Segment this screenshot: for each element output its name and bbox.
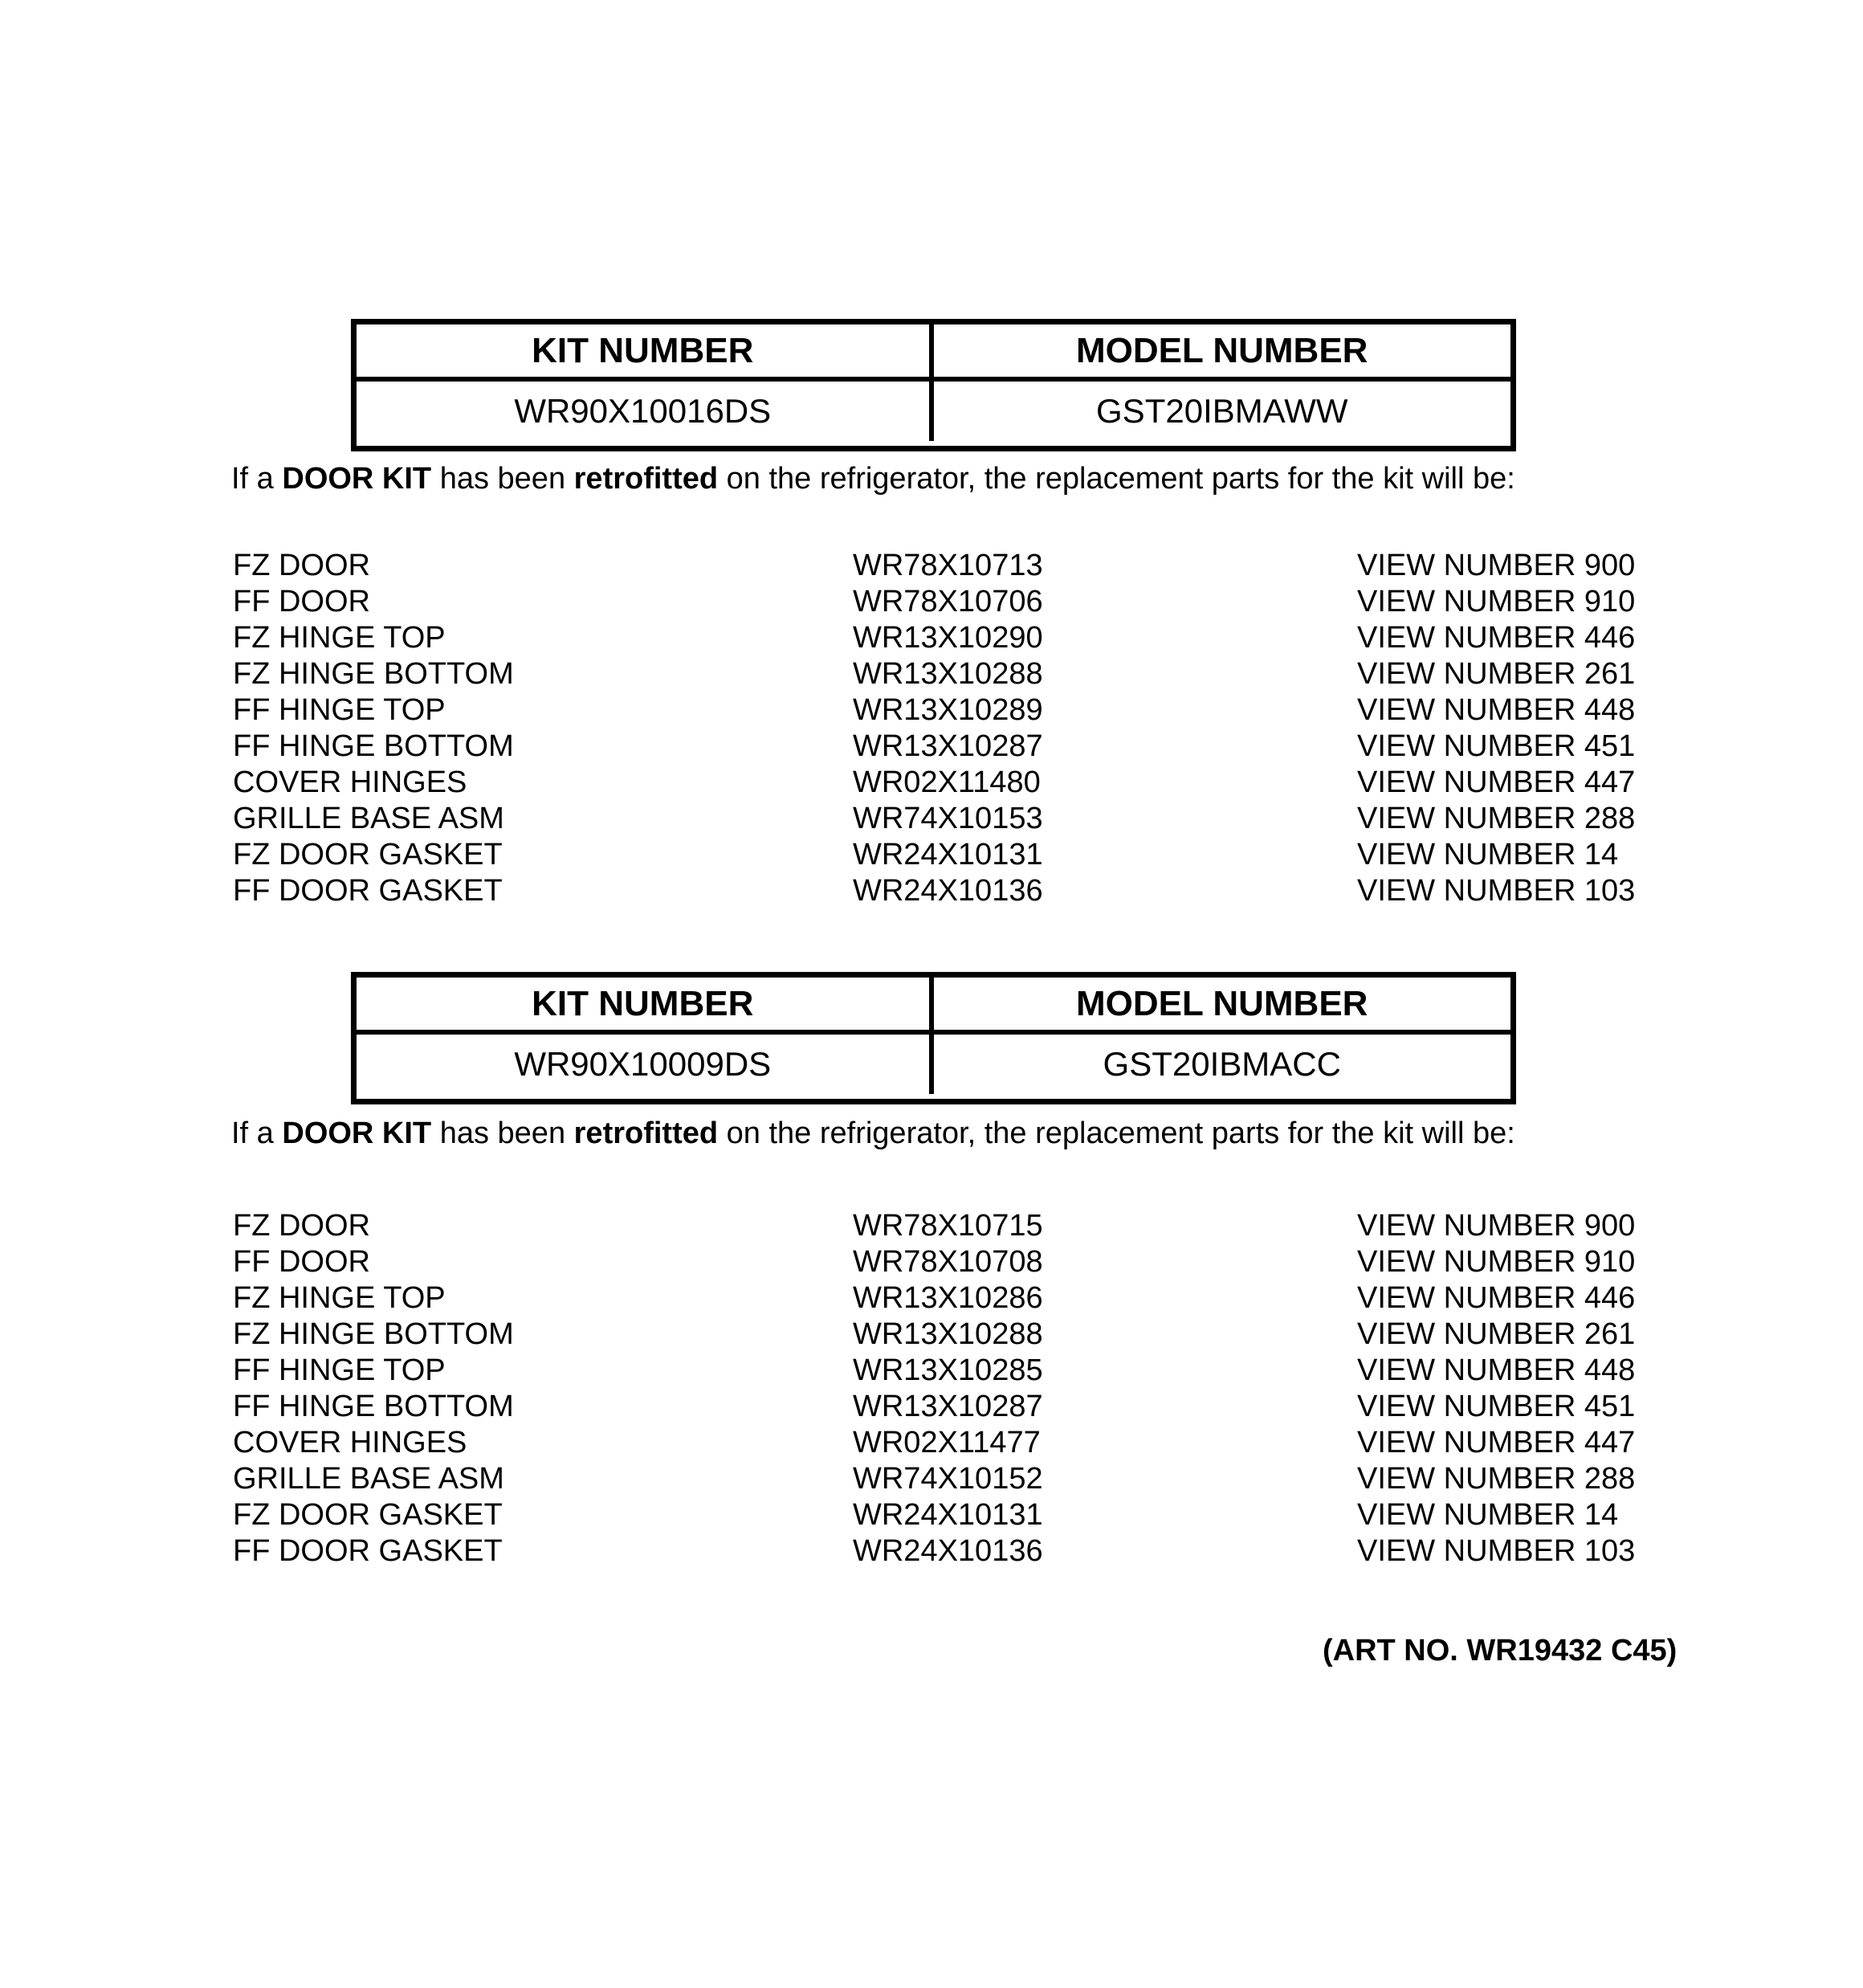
parts-row (233, 656, 1635, 692)
part-name: GRILLE BASE ASM (233, 1462, 504, 1496)
part-name: FF HINGE TOP (233, 693, 446, 727)
view-number: VIEW NUMBER 261 (1357, 657, 1636, 691)
parts-row (233, 765, 1635, 801)
part-name: FF DOOR GASKET (233, 1534, 503, 1568)
part-name: FF DOOR (233, 1245, 370, 1279)
view-number: VIEW NUMBER 103 (1357, 1534, 1636, 1568)
note-bold-door-kit: DOOR KIT (282, 462, 432, 496)
view-number: VIEW NUMBER 451 (1357, 1390, 1636, 1423)
part-number: WR24X10131 (853, 1498, 1043, 1532)
view-number: VIEW NUMBER 447 (1357, 1426, 1636, 1459)
view-number: VIEW NUMBER 447 (1357, 765, 1636, 799)
part-name: FZ HINGE BOTTOM (233, 657, 514, 691)
kit-model-table-2 (351, 972, 1516, 1104)
view-number: VIEW NUMBER 900 (1357, 549, 1636, 582)
model-number-value: GST20IBMAWW (1096, 392, 1348, 430)
parts-row (233, 1497, 1635, 1533)
parts-row (233, 692, 1635, 729)
part-number: WR13X10287 (853, 1390, 1043, 1423)
part-name: FF HINGE TOP (233, 1353, 446, 1387)
note-text: on the refrigerator, the replacement parts for the kit will be: (718, 1116, 1515, 1150)
view-number: VIEW NUMBER 14 (1357, 838, 1619, 872)
parts-list-2 (233, 1208, 1635, 1570)
view-number: VIEW NUMBER 451 (1357, 729, 1636, 763)
part-name: FZ DOOR GASKET (233, 838, 503, 872)
part-number: WR13X10289 (853, 693, 1043, 727)
view-number: VIEW NUMBER 448 (1357, 1353, 1636, 1387)
parts-row (233, 620, 1635, 656)
note-text: If a (231, 1116, 283, 1150)
retrofit-note-1 (231, 461, 1515, 497)
parts-row (233, 1353, 1635, 1389)
view-number: VIEW NUMBER 261 (1357, 1317, 1636, 1351)
part-number: WR13X10288 (853, 1317, 1043, 1351)
parts-row (233, 837, 1635, 873)
parts-row (233, 729, 1635, 765)
parts-row (233, 1389, 1635, 1425)
part-number: WR24X10136 (853, 874, 1043, 908)
part-name: COVER HINGES (233, 765, 467, 799)
note-bold-retrofitted: retrofitted (573, 1116, 719, 1150)
note-text: on the refrigerator, the replacement parts for the kit will be: (718, 462, 1515, 496)
part-name: FZ DOOR (233, 1209, 370, 1243)
view-number: VIEW NUMBER 900 (1357, 1209, 1636, 1243)
view-number: VIEW NUMBER 446 (1357, 621, 1636, 655)
parts-row (233, 1425, 1635, 1461)
parts-row (233, 548, 1635, 584)
part-number: WR78X10706 (853, 585, 1043, 618)
part-name: GRILLE BASE ASM (233, 802, 504, 835)
part-name: FZ HINGE TOP (233, 1281, 446, 1315)
part-number: WR78X10708 (853, 1245, 1043, 1279)
kit-number-value: WR90X10016DS (357, 382, 934, 441)
parts-list-1 (233, 548, 1635, 909)
kit-number-header: KIT NUMBER (357, 325, 934, 382)
part-name: FZ HINGE BOTTOM (233, 1317, 514, 1351)
part-number: WR13X10285 (853, 1353, 1043, 1387)
view-number: VIEW NUMBER 14 (1357, 1498, 1619, 1532)
model-number-value: GST20IBMACC (1103, 1045, 1341, 1083)
part-number: WR13X10287 (853, 729, 1043, 763)
model-number-header: MODEL NUMBER (934, 325, 1511, 382)
part-name: FZ DOOR (233, 549, 370, 582)
view-number: VIEW NUMBER 103 (1357, 874, 1636, 908)
part-number: WR78X10713 (853, 549, 1043, 582)
parts-row (233, 1316, 1635, 1353)
note-text: If a (231, 462, 283, 496)
part-name: FF HINGE BOTTOM (233, 729, 514, 763)
parts-row (233, 584, 1635, 620)
retrofit-note-2 (231, 1116, 1515, 1152)
part-number: WR02X11480 (853, 765, 1041, 799)
view-number: VIEW NUMBER 446 (1357, 1281, 1636, 1315)
note-text: has been (431, 1116, 574, 1150)
view-number: VIEW NUMBER 448 (1357, 693, 1636, 727)
part-number: WR74X10152 (853, 1462, 1043, 1496)
note-text: has been (431, 462, 574, 496)
view-number: VIEW NUMBER 288 (1357, 802, 1636, 835)
part-name: FF DOOR (233, 585, 370, 618)
kit-number-value: WR90X10009DS (357, 1035, 934, 1094)
view-number: VIEW NUMBER 288 (1357, 1462, 1636, 1496)
part-number: WR24X10131 (853, 838, 1043, 872)
part-name: FF HINGE BOTTOM (233, 1390, 514, 1423)
view-number: VIEW NUMBER 910 (1357, 1245, 1636, 1279)
part-name: COVER HINGES (233, 1426, 467, 1459)
part-number: WR02X11477 (853, 1426, 1041, 1459)
parts-row (233, 1533, 1635, 1570)
parts-row (233, 1461, 1635, 1497)
part-name: FF DOOR GASKET (233, 874, 503, 908)
art-number: (ART NO. WR19432 C45) (1323, 1634, 1678, 1668)
model-number-header: MODEL NUMBER (934, 978, 1511, 1035)
part-name: FZ HINGE TOP (233, 621, 446, 655)
part-number: WR13X10288 (853, 657, 1043, 691)
parts-row (233, 1280, 1635, 1316)
parts-row (233, 1244, 1635, 1280)
part-number: WR24X10136 (853, 1534, 1043, 1568)
part-number: WR13X10286 (853, 1281, 1043, 1315)
note-bold-door-kit: DOOR KIT (282, 1116, 432, 1150)
parts-row (233, 873, 1635, 909)
part-number: WR78X10715 (853, 1209, 1043, 1243)
parts-row (233, 1208, 1635, 1244)
part-number: WR74X10153 (853, 802, 1043, 835)
part-name: FZ DOOR GASKET (233, 1498, 503, 1532)
kit-number-header: KIT NUMBER (357, 978, 934, 1035)
part-number: WR13X10290 (853, 621, 1043, 655)
view-number: VIEW NUMBER 910 (1357, 585, 1636, 618)
note-bold-retrofitted: retrofitted (573, 462, 719, 496)
kit-model-table-1 (351, 319, 1516, 451)
parts-row (233, 801, 1635, 837)
